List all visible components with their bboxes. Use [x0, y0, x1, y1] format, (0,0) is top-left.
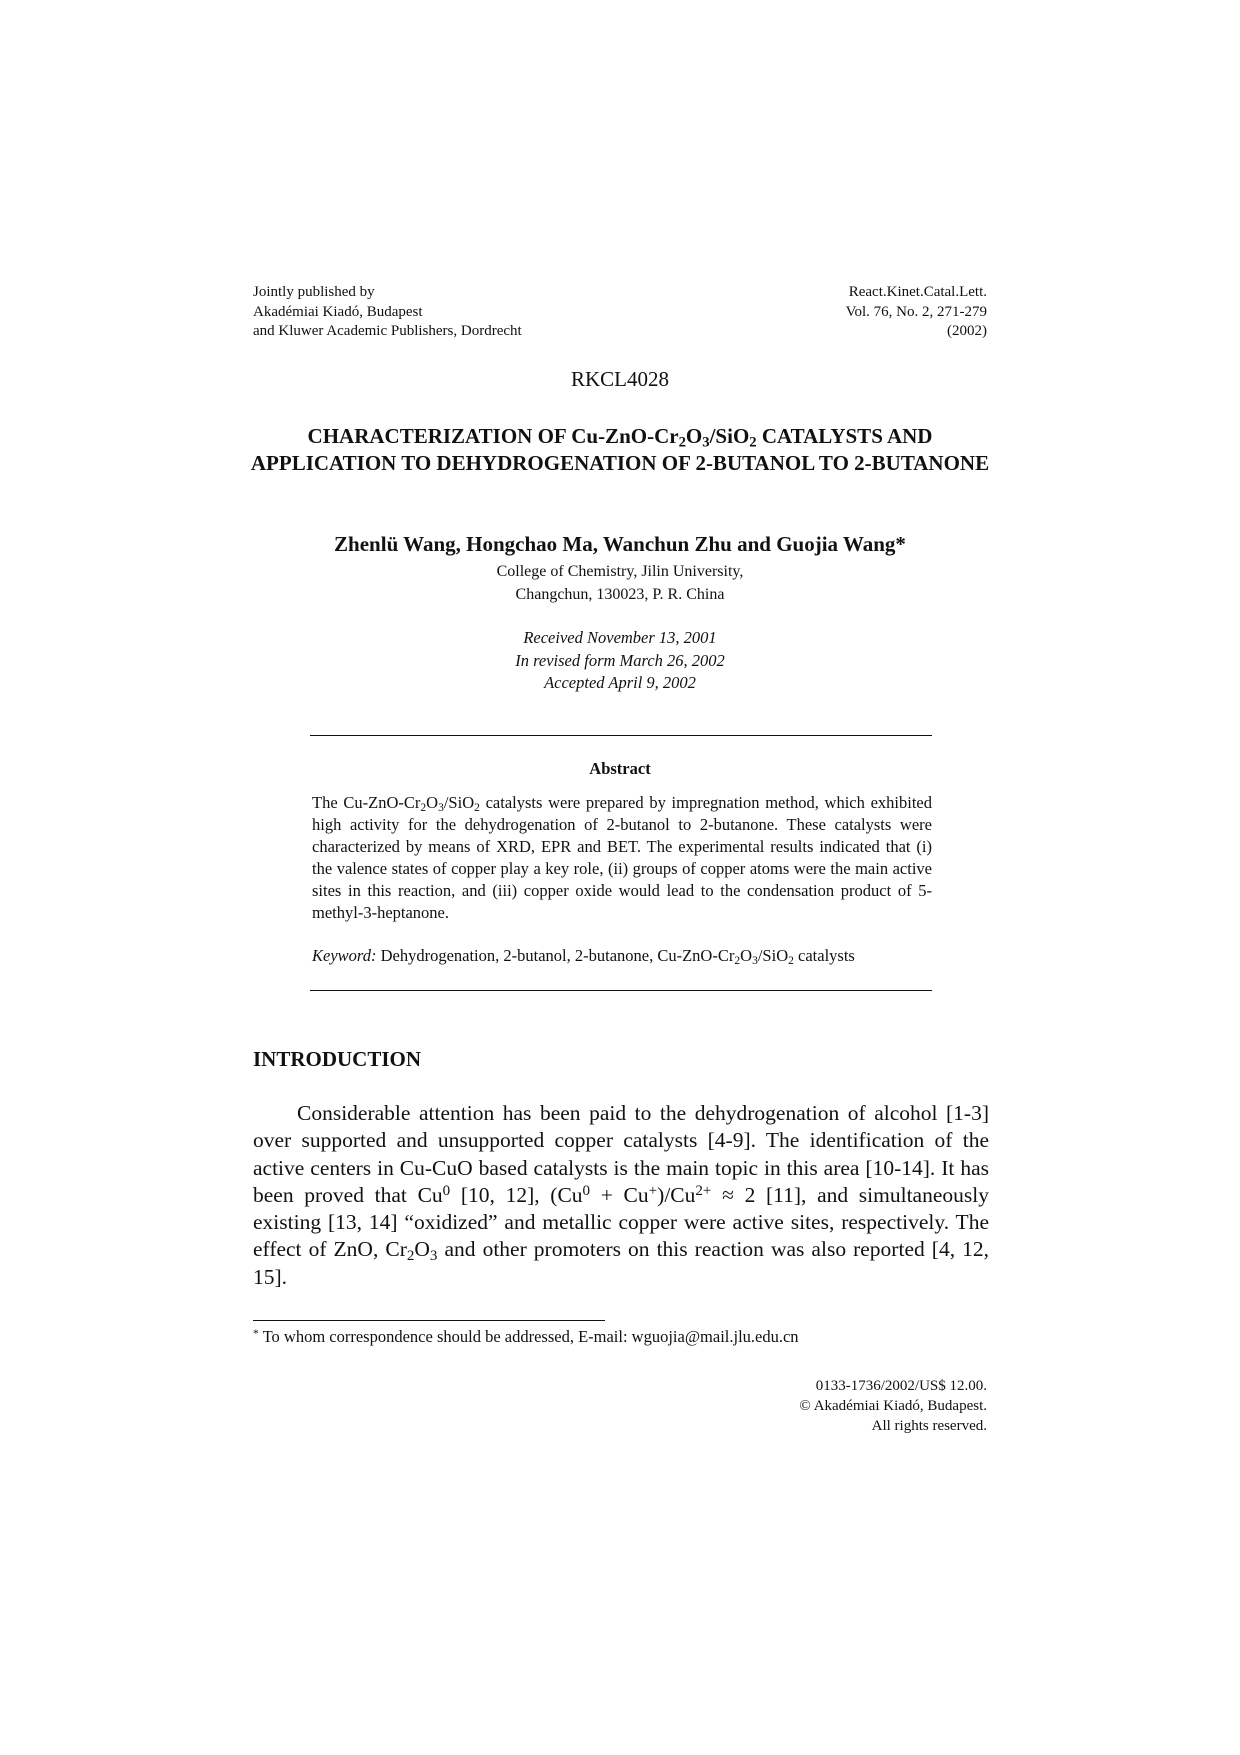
paper-title: CHARACTERIZATION OF $Cu-ZnO-Cr_2O_3/SiO_2$ CATALYSTS AND APPLICATION TO DEHYDROGENATION OF 2-BUTANOL TO 2-BUTANONE — [250, 424, 990, 475]
date-received: Received November 13, 2001 — [523, 628, 717, 647]
abstract-bottom-rule — [310, 990, 932, 991]
keywords: Keyword: Dehydrogenation, 2-butanol, 2-butanone, $Cu-ZnO-Cr_2O_3/SiO_2$ catalysts — [312, 946, 855, 967]
section-heading-introduction: INTRODUCTION — [253, 1047, 422, 1071]
date-revised: In revised form March 26, 2002 — [515, 650, 725, 670]
affiliation-line: College of Chemistry, Jilin University, — [496, 563, 744, 580]
journal-line: Vol. 76, No. 2, 271-279 — [845, 303, 987, 320]
introduction-paragraph: Considerable attention has been paid to the dehydrogenation of alcohol [1-3] over supported and unsupported copper catalysts [4-9]. The identification of the active centers in Cu-CuO based catalysts is the main topic in this area [10-14]. It has been proved that Cu$^0$ [10, 12], $(Cu^0 + Cu^+)/Cu^{2+} \approx 2$ [11], and simultaneously existing [13, 14] “oxidized” and metallic copper were active sites, respectively. The effect of ZnO, $Cr_2O_3$ and other promoters on this reaction was also reported [4, 12, 15]. — [253, 1101, 989, 1289]
keywords-label: Keyword: — [312, 946, 377, 965]
publisher-block — [253, 283, 522, 342]
publisher-line: and Kluwer Academic Publishers, Dordrecht — [253, 323, 522, 339]
journal-line: React.Kinet.Catal.Lett. — [848, 284, 987, 300]
footnote-rule — [253, 1320, 605, 1321]
date-accepted: Accepted April 9, 2002 — [544, 673, 696, 692]
copyright-line: © Akadémiai Kiadó, Budapest. — [799, 1398, 987, 1414]
abstract-top-rule — [310, 735, 932, 736]
correspondence-footnote: * To whom correspondence should be addressed, E-mail: wguojia@mail.jlu.edu.cn — [253, 1327, 799, 1346]
publisher-line: Akadémiai Kiadó, Budapest — [253, 303, 423, 320]
journal-line: (2002) — [947, 323, 987, 339]
abstract-heading: Abstract — [589, 759, 651, 778]
copyright-line: 0133-1736/2002/US$ 12.00. — [815, 1378, 987, 1394]
footnote-mark: * — [253, 1327, 259, 1340]
abstract-text: The $Cu-ZnO-Cr_2O_3/SiO_2$ catalysts were prepared by impregnation method, which exhibited high activity for the dehydrogenation of 2-butanol to 2-butanone. These catalysts were characterized by means of XRD, EPR and BET. The experimental results indicated that (i) the valence states of copper play a key role, (ii) groups of copper atoms were the main active sites in this reaction, and (iii) copper oxide would lead to the condensation product of 5-methyl-3-heptanone. — [312, 793, 932, 922]
author-list: Zhenlü Wang, Hongchao Ma, Wanchun Zhu and Guojia Wang* — [334, 532, 906, 556]
submission-dates — [0, 627, 1240, 695]
affiliation — [0, 560, 1240, 606]
publisher-line: Jointly published by — [253, 284, 375, 300]
copyright-line: All rights reserved. — [871, 1418, 987, 1434]
article-code: RKCL4028 — [570, 367, 669, 391]
affiliation-line: Changchun, 130023, P. R. China — [515, 586, 725, 603]
copyright-block — [799, 1376, 987, 1436]
journal-citation-block — [846, 283, 987, 342]
